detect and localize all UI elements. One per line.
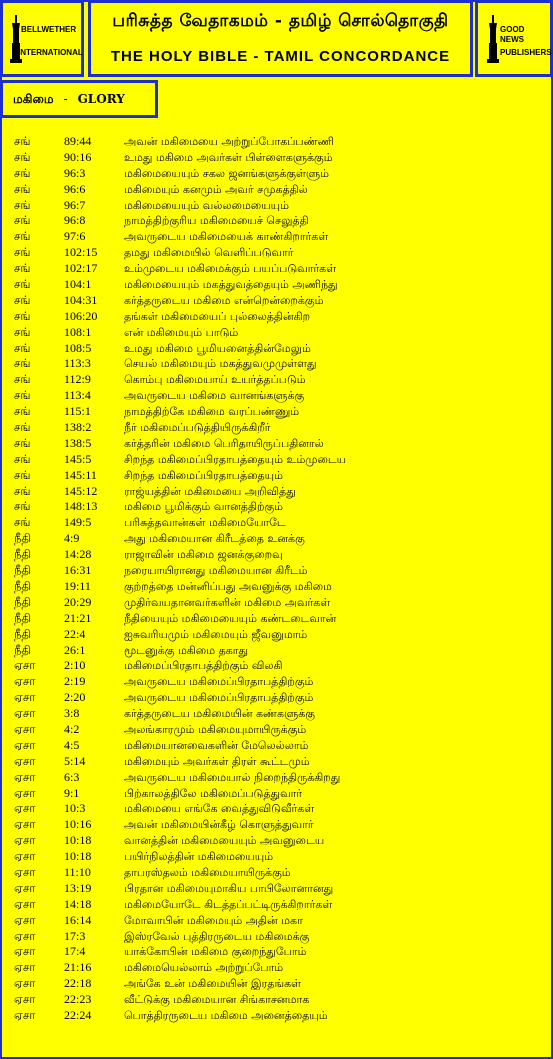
list-item — [14, 897, 544, 913]
list-item — [14, 643, 544, 659]
verse-text: அவன் மகிமையை அற்றுப்போகப்பண்ணி — [124, 135, 334, 148]
book-abbrev: ஏசா — [14, 690, 36, 705]
book-abbrev: சங் — [14, 134, 31, 148]
verse-reference: 9:1 — [64, 785, 80, 800]
verse-text: உம்முடைய மகிமைக்கும் பயப்படுவார்கள் — [124, 262, 337, 276]
verse-text: குற்றத்தை மன்னிப்பது அவனுக்கு மகிமை — [124, 579, 332, 593]
book-abbrev: சங் — [14, 435, 31, 450]
verse-text: மோவாபின் மகிமையும் அதின் மகா — [124, 913, 303, 927]
verse-text: நரையாயிரானது மகிமையான கிரீடம் — [124, 564, 308, 578]
concordance-list — [14, 134, 544, 1024]
book-abbrev: ஏசா — [14, 864, 36, 879]
verse-text: அங்கே உன் மகிமையின் இரதங்கள் — [124, 977, 302, 991]
book-abbrev: நீதி — [14, 642, 31, 657]
verse-reference: 145:11 — [64, 467, 97, 482]
verse-text: அவருடைய மகிமை வானங்களுக்கு — [124, 389, 305, 403]
book-abbrev: ஏசா — [14, 833, 36, 848]
verse-reference: 5:14 — [64, 753, 86, 768]
list-item — [14, 627, 544, 643]
tower-icon — [486, 15, 500, 65]
list-item — [14, 658, 544, 674]
book-abbrev: ஏசா — [14, 960, 36, 975]
book-abbrev: ஏசா — [14, 769, 36, 784]
list-item — [14, 309, 544, 325]
book-abbrev: சங் — [14, 181, 31, 196]
list-item — [14, 356, 544, 372]
list-item — [14, 515, 544, 531]
verse-reference: 108:5 — [64, 340, 92, 355]
verse-text: மகிமையோடே கிடத்தப்பட்டிருக்கிறார்கள் — [124, 897, 333, 911]
book-abbrev: சங் — [14, 165, 31, 180]
verse-reference: 14:18 — [64, 896, 92, 911]
list-item — [14, 166, 544, 182]
verse-text: அவருடைய மகிமைப்பிரதாபத்திற்கும் — [124, 691, 314, 705]
book-abbrev: ஏசா — [14, 706, 36, 721]
book-abbrev: ஏசா — [14, 880, 36, 895]
title-box — [88, 0, 473, 77]
verse-text: கொம்பு மகிமையாய் உயர்த்தப்படும் — [124, 373, 306, 387]
verse-reference: 2:19 — [64, 674, 86, 689]
verse-reference: 96:7 — [64, 197, 86, 212]
verse-text: அவருடைய மகிமையால் நிறைந்திருக்கிறது — [124, 770, 341, 784]
list-item — [14, 277, 544, 293]
book-abbrev: ஏசா — [14, 849, 36, 864]
verse-reference: 102:17 — [64, 261, 98, 276]
section-separator: - — [63, 92, 68, 106]
verse-reference: 22:23 — [64, 992, 92, 1007]
logo-right-line1: GOOD NEWS — [500, 25, 525, 44]
list-item — [14, 722, 544, 738]
book-abbrev: ஏசா — [14, 896, 36, 911]
list-item — [14, 595, 544, 611]
verse-reference: 17:4 — [64, 944, 86, 959]
verse-reference: 113:3 — [64, 356, 91, 371]
list-item — [14, 134, 544, 150]
verse-text: பரிசுத்தவான்கள் மகிமையோடே — [124, 516, 286, 530]
list-item — [14, 420, 544, 436]
verse-text: அலங்காரமும் மகிமையுமாயிருக்கும் — [124, 722, 307, 736]
verse-text: மகிமையெல்லாம் அற்றுப்போம் — [124, 961, 284, 975]
list-item — [14, 992, 544, 1008]
book-abbrev: ஏசா — [14, 674, 36, 689]
verse-reference: 138:2 — [64, 420, 92, 435]
list-item — [14, 372, 544, 388]
list-item — [14, 865, 544, 881]
verse-reference: 22:18 — [64, 976, 92, 991]
verse-reference: 2:10 — [64, 658, 86, 673]
verse-text: தமது மகிமையில் வெளிப்படுவார் — [124, 246, 294, 260]
verse-text: செயல் மகிமையும் மகத்துவமுமுள்ளது — [124, 357, 317, 371]
verse-text: மகிமையையும் வல்லமையையும் — [124, 198, 289, 212]
verse-text: தங்கள் மகிமையைப் புல்லைத்தின்கிற — [124, 309, 311, 323]
verse-text: நாமத்திற்குரிய மகிமையைச் செலுத்தி — [124, 214, 309, 228]
verse-text: நீதியையும் மகிமையையும் கண்டடைவான் — [124, 611, 337, 625]
book-abbrev: ஏசா — [14, 721, 36, 736]
verse-reference: 10:3 — [64, 801, 86, 816]
list-item — [14, 579, 544, 595]
list-item — [14, 738, 544, 754]
verse-reference: 6:3 — [64, 769, 80, 784]
verse-text: கர்த்தருடைய மகிமையின் கண்களுக்கு — [124, 707, 315, 721]
verse-reference: 96:3 — [64, 165, 86, 180]
list-item — [14, 929, 544, 945]
book-abbrev: ஏசா — [14, 753, 36, 768]
book-abbrev: சங் — [14, 372, 31, 387]
book-abbrev: சங் — [14, 213, 31, 228]
list-item — [14, 436, 544, 452]
list-item — [14, 706, 544, 722]
book-abbrev: ஏசா — [14, 1007, 36, 1022]
book-abbrev: ஏசா — [14, 912, 36, 927]
verse-text: மகிமையும் கனமும் அவர் சமுகத்தில் — [124, 182, 308, 196]
verse-reference: 104:1 — [64, 277, 92, 292]
verse-text: இஸ்ரவேல் புத்திரருடைய மகிமைக்கு — [124, 929, 310, 943]
section-word-tamil: மகிமை — [13, 92, 54, 106]
book-abbrev: சங் — [14, 499, 31, 514]
list-item — [14, 245, 544, 261]
verse-text: அது மகிமையான கிரீடத்தை உனக்கு — [124, 532, 305, 546]
list-item — [14, 690, 544, 706]
book-abbrev: சங் — [14, 483, 31, 498]
list-item — [14, 293, 544, 309]
book-abbrev: சங் — [14, 451, 31, 466]
verse-reference: 13:19 — [64, 880, 92, 895]
verse-reference: 4:5 — [64, 737, 80, 752]
verse-reference: 21:16 — [64, 960, 92, 975]
book-abbrev: ஏசா — [14, 817, 36, 832]
book-abbrev: நீதி — [14, 547, 31, 562]
list-item — [14, 341, 544, 357]
verse-text: உமது மகிமை அவர்கள் பிள்ளைகளுக்கும் — [124, 150, 333, 164]
verse-reference: 96:8 — [64, 213, 86, 228]
book-abbrev: சங் — [14, 404, 31, 419]
verse-text: உமது மகிமை பூமியனைத்தின்மேலும் — [124, 341, 311, 355]
list-item — [14, 881, 544, 897]
list-item — [14, 531, 544, 547]
list-item — [14, 452, 544, 468]
verse-reference: 102:15 — [64, 245, 98, 260]
book-abbrev: சங் — [14, 340, 31, 355]
verse-reference: 14:28 — [64, 547, 92, 562]
list-item — [14, 468, 544, 484]
verse-text: அவன் மகிமையின்கீழ் கொளுத்துவார் — [124, 818, 314, 832]
list-item — [14, 261, 544, 277]
list-item — [14, 1008, 544, 1024]
verse-text: யாக்கோபின் மகிமை குறைந்துபோம் — [124, 945, 307, 959]
book-abbrev: சங் — [14, 515, 31, 530]
list-item — [14, 213, 544, 229]
section-heading — [0, 80, 158, 118]
list-item — [14, 833, 544, 849]
verse-reference: 22:24 — [64, 1007, 92, 1022]
book-abbrev: நீதி — [14, 563, 31, 578]
list-item — [14, 484, 544, 500]
verse-reference: 16:14 — [64, 912, 92, 927]
list-item — [14, 754, 544, 770]
verse-reference: 16:31 — [64, 563, 92, 578]
book-abbrev: ஏசா — [14, 737, 36, 752]
logo-left-line1: BELLWETHER — [21, 25, 77, 34]
book-abbrev: ஏசா — [14, 801, 36, 816]
book-abbrev: ஏசா — [14, 928, 36, 943]
verse-text: ஐசுவரியமும் மகிமையும் ஜீவனுமாம் — [124, 627, 308, 641]
verse-text: அவருடைய மகிமையைக் காண்கிறார்கள் — [124, 230, 329, 244]
list-item — [14, 150, 544, 166]
list-item — [14, 801, 544, 817]
list-item — [14, 817, 544, 833]
book-abbrev: ஏசா — [14, 976, 36, 991]
book-abbrev: சங் — [14, 245, 31, 260]
verse-text: கர்த்தரின் மகிமை பெரிதாயிருப்பதினால் — [124, 436, 324, 450]
verse-reference: 97:6 — [64, 229, 86, 244]
book-abbrev: ஏசா — [14, 658, 36, 673]
list-item — [14, 499, 544, 515]
verse-reference: 10:18 — [64, 849, 92, 864]
verse-reference: 4:2 — [64, 721, 80, 736]
verse-reference: 149:5 — [64, 515, 92, 530]
verse-text: பிரதான மகிமையுமாகிய பாபிலோனானது — [124, 881, 334, 895]
book-abbrev: சங் — [14, 197, 31, 212]
bellwether-logo — [0, 0, 84, 77]
verse-reference: 21:21 — [64, 610, 92, 625]
verse-text: அவருடைய மகிமைப்பிரதாபத்திற்கும் — [124, 675, 314, 689]
verse-text: என் மகிமையும் பாடும் — [124, 325, 239, 339]
book-abbrev: சங் — [14, 420, 31, 435]
book-abbrev: சங் — [14, 308, 31, 323]
book-abbrev: ஏசா — [14, 944, 36, 959]
verse-text: நாமத்திற்கே மகிமை வரப்பண்ணும் — [124, 405, 300, 419]
book-abbrev: நீதி — [14, 610, 31, 625]
verse-text: மகிமையையும் மகத்துவத்தையும் அணிந்து — [124, 278, 338, 292]
list-item — [14, 388, 544, 404]
verse-reference: 2:20 — [64, 690, 86, 705]
book-abbrev: சங் — [14, 261, 31, 276]
list-item — [14, 229, 544, 245]
verse-text: பயிர்நிலத்தின் மகிமையையும் — [124, 850, 274, 864]
verse-reference: 17:3 — [64, 928, 86, 943]
verse-reference: 10:16 — [64, 817, 92, 832]
verse-text: மகிமை பூமிக்கும் வானத்திற்கும் — [124, 500, 284, 514]
verse-reference: 106:20 — [64, 308, 98, 323]
verse-reference: 108:1 — [64, 324, 92, 339]
list-item — [14, 182, 544, 198]
list-item — [14, 913, 544, 929]
verse-reference: 10:18 — [64, 833, 92, 848]
verse-reference: 4:9 — [64, 531, 80, 546]
list-item — [14, 547, 544, 563]
verse-text: ராஜ்யத்தின் மகிமையை அறிவித்து — [124, 484, 296, 498]
book-abbrev: சங் — [14, 356, 31, 371]
verse-text: மகிமைப்பிரதாபத்திற்கும் விலகி — [124, 659, 283, 673]
verse-text: பிற்காலத்திலே மகிமைப்படுத்துவார் — [124, 786, 303, 800]
verse-reference: 104:31 — [64, 292, 98, 307]
book-abbrev: நீதி — [14, 531, 31, 546]
logo-right-line2: PUBLISHERS — [500, 48, 552, 57]
verse-reference: 89:44 — [64, 134, 92, 148]
verse-text: முதிர்வயதானவர்களின் மகிமை அவர்கள் — [124, 595, 331, 609]
book-abbrev: சங் — [14, 324, 31, 339]
list-item — [14, 611, 544, 627]
section-word-english: GLORY — [77, 92, 125, 106]
list-item — [14, 770, 544, 786]
list-item — [14, 849, 544, 865]
book-abbrev: ஏசா — [14, 785, 36, 800]
verse-reference: 26:1 — [64, 642, 86, 657]
verse-text: மகிமையானவைகளின் மேலெல்லாம் — [124, 738, 309, 752]
list-item — [14, 976, 544, 992]
list-item — [14, 563, 544, 579]
verse-reference: 20:29 — [64, 594, 92, 609]
verse-text: நீர் மகிமைப்படுத்தியிருக்கிறீர் — [124, 421, 271, 435]
verse-text: மகிமையை எங்கே வைத்துவிடுவீர்கள் — [124, 802, 315, 816]
book-abbrev: சங் — [14, 149, 31, 164]
list-item — [14, 198, 544, 214]
book-abbrev: நீதி — [14, 578, 31, 593]
list-item — [14, 960, 544, 976]
list-item — [14, 325, 544, 341]
book-abbrev: சங் — [14, 467, 31, 482]
good-news-logo — [475, 0, 553, 77]
verse-text: தாபரஸ்தலம் மகிமையாயிருக்கும் — [124, 865, 291, 879]
list-item — [14, 674, 544, 690]
verse-text: மகிமையையும் சகல ஜனங்களுக்குள்ளும் — [124, 166, 329, 180]
verse-text: சிறந்த மகிமைப்பிரதாபத்தையும் — [124, 468, 283, 482]
verse-text: சிறந்த மகிமைப்பிரதாபத்தையும் உம்முடைய — [124, 452, 347, 466]
verse-reference: 145:5 — [64, 451, 92, 466]
verse-reference: 138:5 — [64, 435, 92, 450]
verse-reference: 113:4 — [64, 388, 91, 403]
verse-reference: 90:16 — [64, 149, 92, 164]
verse-text: ராஜாவின் மகிமை ஜனக்குறைவு — [124, 548, 283, 562]
verse-text: வீட்டுக்கு மகிமையான சிங்காசனமாக — [124, 993, 310, 1007]
verse-text: வானத்தின் மகிமையையும் அவனுடைய — [124, 834, 325, 848]
book-abbrev: சங் — [14, 277, 31, 292]
book-abbrev: நீதி — [14, 626, 31, 641]
verse-text: மகிமையும் அவர்கள் திரள் கூட்டமும் — [124, 754, 310, 768]
title-tamil: பரிசுத்த வேதாகமம் - தமிழ் சொல்தொகுதி — [112, 11, 449, 31]
book-abbrev: சங் — [14, 229, 31, 244]
verse-reference: 22:4 — [64, 626, 86, 641]
logo-left-line2: INTERNATIONAL — [18, 48, 83, 57]
list-item — [14, 404, 544, 420]
book-abbrev: சங் — [14, 388, 31, 403]
list-item — [14, 944, 544, 960]
verse-text: மூடனுக்கு மகிமை தகாது — [124, 643, 249, 657]
verse-reference: 115:1 — [64, 404, 91, 419]
book-abbrev: நீதி — [14, 594, 31, 609]
title-english: THE HOLY BIBLE - TAMIL CONCORDANCE — [110, 48, 451, 65]
verse-reference: 96:6 — [64, 181, 86, 196]
verse-reference: 112:9 — [64, 372, 91, 387]
book-abbrev: சங் — [14, 292, 31, 307]
book-abbrev: ஏசா — [14, 992, 36, 1007]
verse-reference: 145:12 — [64, 483, 98, 498]
verse-text: பொத்திரருடைய மகிமை அனைத்தையும் — [124, 1008, 328, 1022]
verse-reference: 11:10 — [64, 864, 91, 879]
verse-text: கர்த்தருடைய மகிமை என்றென்றைக்கும் — [124, 293, 324, 307]
list-item — [14, 786, 544, 802]
verse-reference: 3:8 — [64, 706, 80, 721]
verse-reference: 148:13 — [64, 499, 98, 514]
verse-reference: 19:11 — [64, 578, 91, 593]
